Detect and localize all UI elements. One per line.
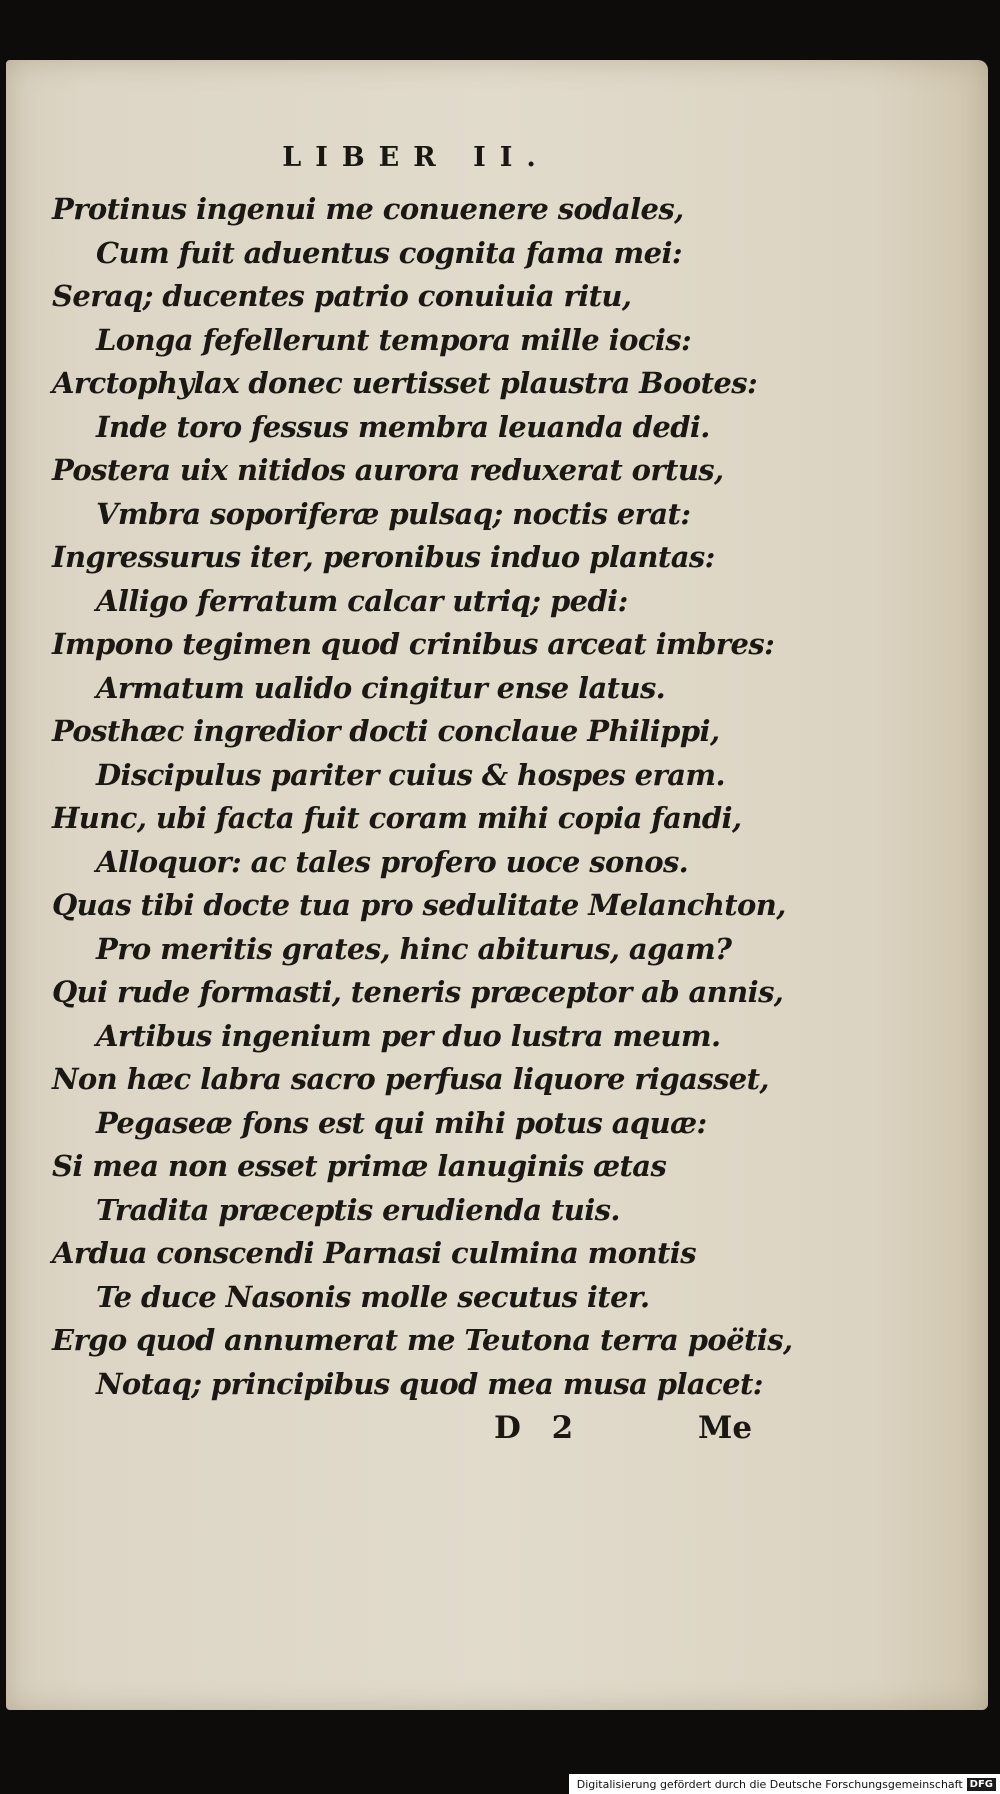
verse-line: Tradita præceptis erudienda tuis. (96, 1192, 620, 1227)
verse-line: Artibus ingenium per duo lustra meum. (96, 1018, 721, 1053)
verse-line: Discipulus pariter cuius & hospes eram. (96, 757, 725, 792)
verse-line: Hunc, ubi facta fuit coram mihi copia fandi, (52, 801, 742, 835)
verse-line: Ingressurus iter, peronibus induo plantas: (52, 540, 715, 574)
running-head: LIBER II. (282, 142, 550, 173)
verse-line: Quas tibi docte tua pro sedulitate Melanchton, (52, 888, 786, 922)
digitization-credit (569, 1774, 1000, 1794)
verse-list (52, 188, 952, 1406)
verse-line: Ergo quod annumerat me Teutona terra poëtis, (52, 1323, 793, 1357)
verse-line: Notaq; principibus quod mea musa placet: (96, 1366, 763, 1401)
verse-line: Non hæc labra sacro perfusa liquore rigasset, (52, 1062, 769, 1096)
verse-line: Pegaseæ fons est qui mihi potus aquæ: (96, 1105, 707, 1140)
book-page (6, 60, 988, 1710)
signature-mark: D 2 (494, 1410, 584, 1446)
verse-line: Armatum ualido cingitur ense latus. (96, 670, 666, 705)
verse-line: Arctophylax donec uertisset plaustra Bootes: (52, 366, 758, 400)
verse-line: Te duce Nasonis molle secutus iter. (96, 1279, 650, 1314)
catchword: Me (698, 1410, 753, 1446)
verse-line: Protinus ingenui me conuenere sodales, (52, 192, 684, 226)
verse-line: Pro meritis grates, hinc abiturus, agam? (96, 931, 732, 966)
credit-text: Digitalisierung gefördert durch die Deutsche Forschungsgemeinschaft (576, 1777, 963, 1791)
verse-line: Inde toro fessus membra leuanda dedi. (96, 409, 710, 444)
dfg-logo-icon: DFG (967, 1778, 996, 1791)
verse-line: Seraq; ducentes patrio conuiuia ritu, (52, 279, 632, 313)
verse-line: Vmbra soporiferæ pulsaq; noctis erat: (96, 496, 691, 531)
verse-line: Impono tegimen quod crinibus arceat imbres: (52, 627, 775, 661)
verse-line: Postera uix nitidos aurora reduxerat ortus, (52, 453, 724, 487)
verse-line: Alloquor: ac tales profero uoce sonos. (96, 844, 689, 879)
verse-line: Qui rude formasti, teneris præceptor ab annis, (52, 975, 784, 1009)
verse-line: Si mea non esset primæ lanuginis ætas (52, 1149, 667, 1183)
verse-line: Longa fefellerunt tempora mille iocis: (96, 322, 692, 357)
verse-line: Cum fuit aduentus cognita fama mei: (96, 235, 682, 270)
verse-line: Ardua conscendi Parnasi culmina montis (52, 1236, 696, 1270)
verse-line: Posthæc ingredior docti conclaue Philippi, (52, 714, 720, 748)
verse-line: Alligo ferratum calcar utriq; pedi: (96, 583, 628, 618)
